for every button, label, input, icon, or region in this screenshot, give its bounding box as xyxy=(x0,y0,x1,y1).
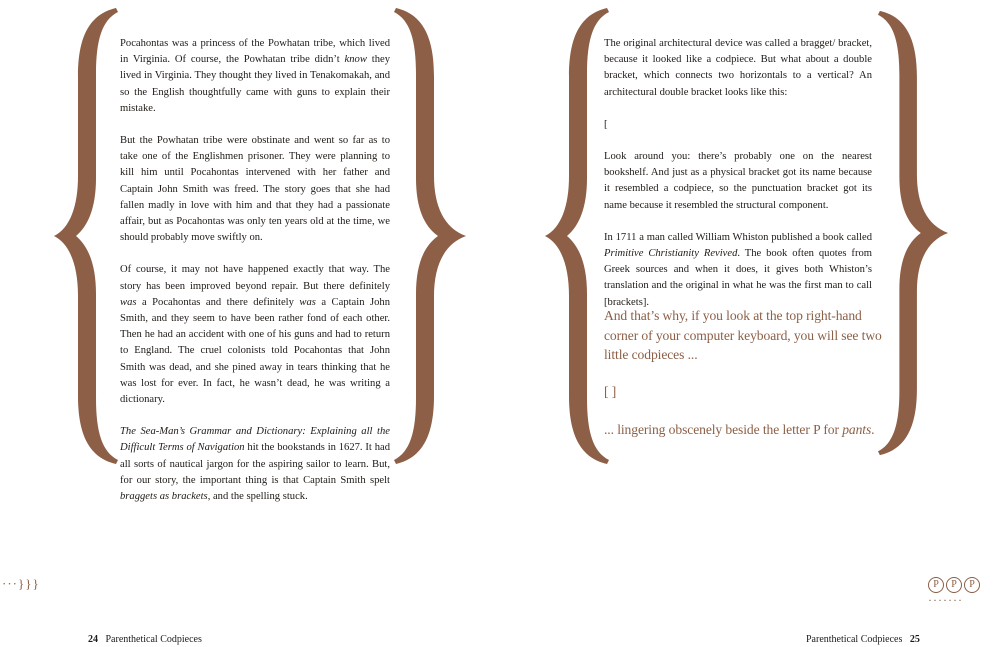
left-ornament: ···}}} xyxy=(2,576,40,591)
left-paragraph-4: The Sea-Man’s Grammar and Dictionary: Explaining all the Difficult Terms of Navigation hit the bookstands in 1627. It had all sorts of nautical jargon for the aspiring sailor to learn. But, for our story, the important thing is that Captain Smith spelt braggets as brackets, and the spelling stuck. xyxy=(120,426,390,503)
left-paragraph-3: Of course, it may not have happened exactly that way. The story has been improved beyond repair. But there definitely was a Pocahontas and there definitely was a Captain John Smith, and they seem to have been rather fond of each other. Then he had an accident with one of his guns and had to return to England. The cruel colonists told Pocahontas that John Smith was dead, and she pined away in tears thinking that he was lost for ever. In fact, he wasn’t dead, he was writing a dictionary. xyxy=(120,264,390,406)
right-paragraph-1: The original architectural device was called a bragget/ bracket, because it looked like a codpiece. But what about a double bracket, which connects two horizontals to a vertical? An architectural double bracket looks like this: xyxy=(604,38,872,98)
right-ornament xyxy=(928,574,1000,611)
right-running-title: Parenthetical Codpieces xyxy=(806,634,903,645)
accent-brackets: [ ] xyxy=(604,384,617,399)
left-paragraph-2: But the Powhatan tribe were obstinate and went so far as to take one of the Englishmen prisoner. They were planning to kill him until Pocahontas intervened with her father and Captain John Smith was freed. The story goes that she had fallen madly in love with him and that they had a passionate affair, but as Pocahontas was only ten years old at the time, we should probably move swiftly on. xyxy=(120,135,390,244)
page-number-25: 25 xyxy=(909,634,920,645)
accent-quote-1: And that’s why, if you look at the top right-hand corner of your computer keyboard, you will see two little codpieces ... xyxy=(604,308,882,362)
left-folio xyxy=(88,634,202,646)
accent-quote-2: ... lingering obscenely beside the letter P for pants. xyxy=(604,422,875,437)
left-open-brace-icon xyxy=(50,6,120,466)
p-key-icon: P xyxy=(928,577,944,593)
right-body-text xyxy=(604,36,872,327)
left-body-text xyxy=(120,36,390,521)
p-key-icon: P xyxy=(946,577,962,593)
right-open-brace-icon xyxy=(540,6,612,466)
left-close-brace-icon xyxy=(392,6,470,466)
right-paragraph-3: In 1711 a man called William Whiston published a book called Primitive Christianity Revived. The book often quotes from Greek sources and when it does, it gives both Whiston’s translation and the original in what he was the first man to call [brackets]. xyxy=(604,231,873,308)
left-running-title: Parenthetical Codpieces xyxy=(105,634,202,645)
bracket-sample: [ xyxy=(604,118,608,130)
right-folio xyxy=(806,634,920,646)
left-paragraph-1: Pocahontas was a princess of the Powhatan tribe, which lived in Virginia. Of course, the Powhatan tribe didn’t know they lived in Virginia. They thought they lived in Tenakomakah, and so the English thoughtfully came with guns to explain their mistake. xyxy=(120,38,390,114)
p-key-icon: P xyxy=(964,577,980,593)
right-ornament-dots: ······· xyxy=(928,593,963,607)
page-number-24: 24 xyxy=(88,634,98,645)
right-paragraph-2: Look around you: there’s probably one on the nearest bookshelf. And just as a physical bracket got its name because it resembled a codpiece, so the punctuation bracket got its name because it resembled the structural component. xyxy=(604,151,872,211)
